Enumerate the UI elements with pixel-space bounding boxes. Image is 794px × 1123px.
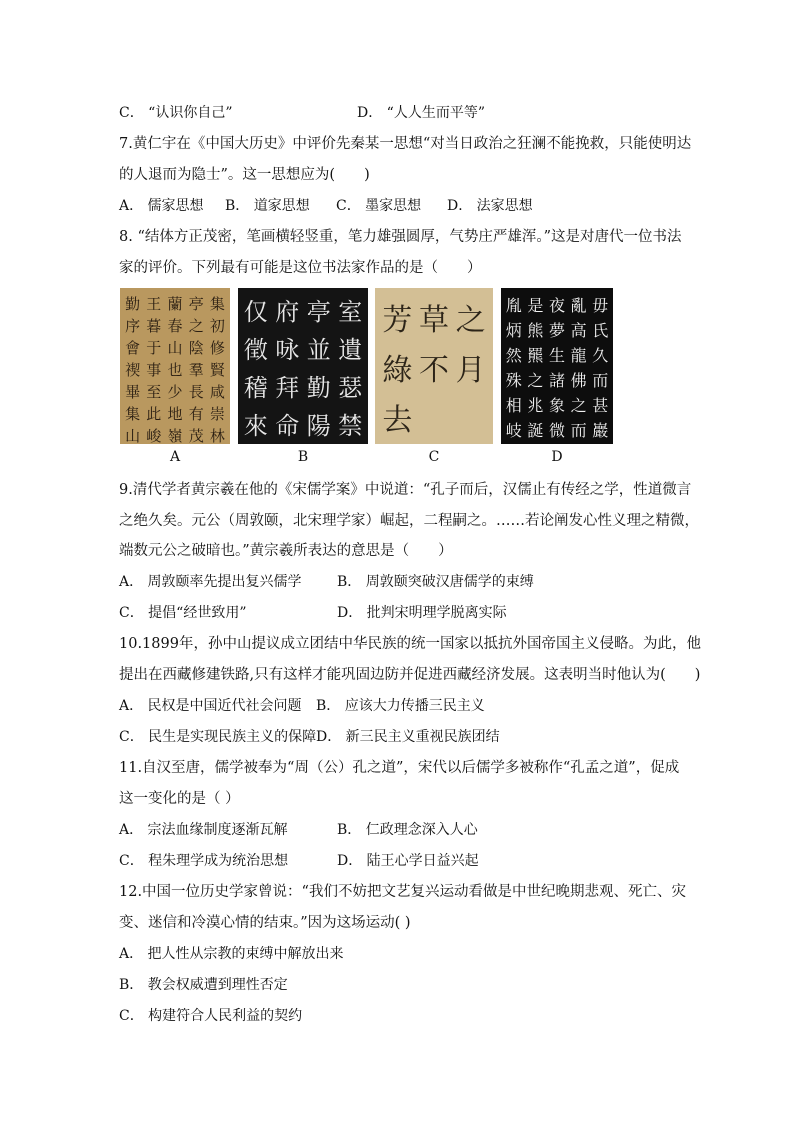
calligraphy-glyph: 亭 [306, 297, 331, 326]
calligraphy-glyph: 會 [125, 338, 141, 357]
calligraphy-glyph: 山 [167, 338, 183, 357]
calligraphy-glyph: 岐 [505, 421, 522, 440]
calligraphy-glyph: 稽 [243, 373, 268, 402]
calligraphy-glyph: 相 [505, 396, 522, 415]
calligraphy-glyph: 咸 [209, 382, 225, 401]
calligraphy-image-c-glyphs [375, 288, 493, 444]
q9-option-a[interactable]: A． 周敦颐率先提出复兴儒学 [119, 574, 302, 590]
calligraphy-glyph [527, 443, 543, 444]
q6-option-d[interactable]: D． “人人生而平等” [357, 105, 485, 121]
calligraphy-glyph [592, 443, 608, 444]
calligraphy-glyph: 之 [570, 396, 587, 415]
q12-option-b[interactable]: B． 教会权威遭到理性否定 [119, 977, 288, 993]
calligraphy-glyph: 久 [592, 346, 609, 365]
calligraphy-glyph: 拜 [275, 373, 300, 402]
calligraphy-glyph: 修 [209, 338, 225, 357]
calligraphy-image-c[interactable] [375, 288, 493, 444]
q9-option-b[interactable]: B． 周敦颐突破汉唐儒学的束缚 [337, 574, 534, 590]
q9-option-c[interactable]: C． 提倡“经世致用” [119, 605, 247, 621]
q6-option-c[interactable]: C． “认识你自己” [119, 105, 233, 121]
calligraphy-image-d-glyphs [501, 288, 613, 444]
calligraphy-glyph: 畢 [125, 382, 141, 401]
calligraphy-glyph: 事 [146, 360, 162, 379]
calligraphy-glyph: 亭 [188, 294, 204, 313]
q7-stem-line2: 的人退而为隐士”。这一思想应为( ) [119, 167, 370, 183]
calligraphy-glyph [506, 443, 522, 444]
caption-c: C [428, 449, 440, 465]
q9-stem-line2: 之绝久矣。元公（周敦颐，北宋理学家）崛起，二程嗣之。……若论阐发心性义理之精微， [119, 513, 699, 529]
calligraphy-glyph: 遺 [338, 335, 363, 364]
caption-d: D [551, 449, 563, 465]
calligraphy-image-a[interactable] [120, 288, 230, 444]
calligraphy-glyph: 徵 [243, 335, 268, 364]
q11-option-d[interactable]: D． 陆王心学日益兴起 [337, 853, 479, 869]
calligraphy-glyph: 羆 [527, 346, 544, 365]
calligraphy-glyph: 少 [167, 382, 183, 401]
calligraphy-glyph: 並 [306, 335, 331, 364]
calligraphy-glyph: 此 [146, 404, 162, 423]
calligraphy-glyph: 芳 [382, 303, 413, 338]
q11-option-b[interactable]: B． 仁政理念深入人心 [337, 822, 478, 838]
calligraphy-glyph: 山 [125, 426, 141, 444]
calligraphy-glyph: 春 [167, 316, 183, 335]
calligraphy-glyph: 茂 [188, 426, 204, 444]
calligraphy-glyph: 林 [209, 426, 225, 444]
q7-stem-line1: 7.黄仁宇在《中国大历史》中评价先秦某一思想“对当日政治之狂澜不能挽救，只能使明达 [119, 136, 692, 152]
calligraphy-glyph: 崇 [209, 404, 225, 423]
calligraphy-glyph: 巖 [592, 421, 609, 440]
calligraphy-image-b[interactable] [238, 288, 368, 444]
q9-stem-line1: 9.清代学者黄宗羲在他的《宋儒学案》中说道：“孔子而后，汉儒止有传经之学，性道微言 [119, 482, 692, 498]
calligraphy-glyph: 然 [505, 346, 522, 365]
calligraphy-glyph: 去 [382, 403, 413, 438]
q10-option-d[interactable]: D． 新三民主义重视民族团结 [316, 729, 500, 745]
calligraphy-glyph: 有 [188, 404, 204, 423]
calligraphy-glyph: 殊 [505, 371, 522, 390]
q11-option-a[interactable]: A． 宗法血缘制度逐渐瓦解 [119, 822, 288, 838]
calligraphy-glyph: 之 [527, 371, 544, 390]
calligraphy-glyph: 氏 [592, 321, 609, 340]
q12-option-c[interactable]: C． 构建符合人民利益的契约 [119, 1008, 303, 1024]
calligraphy-glyph: 府 [275, 297, 300, 326]
calligraphy-glyph: 初 [209, 316, 225, 335]
calligraphy-glyph: 佛 [570, 371, 587, 390]
q7-option-a[interactable]: A． 儒家思想 [119, 198, 204, 214]
q7-option-c[interactable]: C． 墨家思想 [336, 198, 422, 214]
q10-option-b[interactable]: B． 应该大力传播三民主义 [316, 698, 485, 714]
calligraphy-glyph: 羣 [188, 360, 204, 379]
calligraphy-glyph: 之 [188, 316, 204, 335]
calligraphy-glyph: 嶺 [167, 426, 183, 444]
calligraphy-glyph: 至 [146, 382, 162, 401]
calligraphy-glyph: 禊 [125, 360, 141, 379]
calligraphy-glyph: 勤 [306, 373, 331, 402]
calligraphy-image-b-glyphs [238, 288, 368, 444]
calligraphy-glyph: 誕 [527, 421, 544, 440]
q11-stem-line1: 11.自汉至唐，儒学被奉为“周（公）孔之道”，宋代以后儒学多被称作“孔孟之道”，促成 [119, 760, 680, 776]
calligraphy-glyph: 勤 [125, 294, 141, 313]
calligraphy-glyph: 高 [570, 321, 587, 340]
calligraphy-glyph: 不 [418, 353, 449, 388]
calligraphy-glyph: 而 [592, 371, 609, 390]
calligraphy-glyph: 甚 [592, 396, 609, 415]
calligraphy-image-d[interactable] [501, 288, 613, 444]
calligraphy-glyph: 陰 [188, 338, 204, 357]
calligraphy-glyph: 龍 [570, 346, 587, 365]
calligraphy-glyph [549, 443, 565, 444]
q8-stem-line2: 家的评价。下列最有可能是这位书法家作品的是（ ） [119, 260, 482, 276]
calligraphy-glyph: 序 [125, 316, 141, 335]
q9-stem-line3: 端数元公之破暗也。”黄宗羲所表达的意思是（ ） [119, 543, 453, 559]
calligraphy-glyph: 月 [455, 353, 486, 388]
q11-option-c[interactable]: C． 程朱理学成为统治思想 [119, 853, 289, 869]
calligraphy-glyph: 綠 [382, 353, 413, 388]
calligraphy-glyph: 禁 [338, 411, 363, 440]
calligraphy-glyph: 熊 [527, 321, 544, 340]
calligraphy-glyph: 諸 [548, 371, 565, 390]
calligraphy-glyph [571, 443, 587, 444]
q12-stem-line1: 12.中国一位历史学家曾说：“我们不妨把文艺复兴运动看做是中世纪晚期悲观、死亡、灾 [119, 884, 686, 900]
q9-option-d[interactable]: D． 批判宋明理学脱离实际 [337, 605, 507, 621]
q12-stem-line2: 变、迷信和冷漠心情的结束。”因为这场运动( ) [119, 915, 411, 931]
calligraphy-glyph: 命 [275, 411, 300, 440]
calligraphy-image-a-glyphs [120, 288, 230, 444]
q7-option-d[interactable]: D． 法家思想 [447, 198, 533, 214]
calligraphy-glyph: 兆 [527, 396, 544, 415]
calligraphy-glyph: 之 [455, 303, 486, 338]
calligraphy-glyph: 蘭 [167, 294, 183, 313]
q10-option-a[interactable]: A． 民权是中国近代社会问题 [119, 698, 302, 714]
calligraphy-glyph: 胤 [505, 296, 522, 315]
q12-option-a[interactable]: A． 把人性从宗教的束缚中解放出来 [119, 946, 344, 962]
calligraphy-glyph: 陽 [306, 411, 331, 440]
calligraphy-glyph: 暮 [146, 316, 162, 335]
calligraphy-glyph: 集 [125, 404, 141, 423]
calligraphy-glyph: 于 [146, 338, 162, 357]
calligraphy-glyph: 草 [418, 303, 449, 338]
caption-b: B [297, 449, 309, 465]
calligraphy-glyph: 而 [570, 421, 587, 440]
calligraphy-glyph: 長 [188, 382, 204, 401]
caption-a: A [169, 449, 181, 465]
calligraphy-glyph: 是 [527, 296, 544, 315]
calligraphy-glyph: 亂 [570, 296, 587, 315]
calligraphy-glyph: 來 [243, 411, 268, 440]
calligraphy-glyph: 象 [548, 396, 565, 415]
q10-stem-line2: 提出在西藏修建铁路,只有这样才能巩固边防并促进西藏经济发展。这表明当时他认为( ) [119, 667, 701, 683]
calligraphy-glyph: 地 [167, 404, 183, 423]
calligraphy-glyph: 夢 [548, 321, 565, 340]
calligraphy-glyph: 賢 [209, 360, 225, 379]
q10-stem-line1: 10.1899年，孙中山提议成立团结中华民族的统一国家以抵抗外国帝国主义侵略。为此，他 [119, 636, 701, 652]
calligraphy-glyph: 炳 [505, 321, 522, 340]
calligraphy-glyph: 集 [209, 294, 225, 313]
calligraphy-glyph: 微 [548, 421, 565, 440]
calligraphy-glyph: 仅 [243, 297, 268, 326]
calligraphy-glyph: 生 [548, 346, 565, 365]
calligraphy-glyph: 也 [167, 360, 183, 379]
q7-option-b[interactable]: B． 道家思想 [225, 198, 310, 214]
calligraphy-glyph: 室 [338, 297, 363, 326]
calligraphy-glyph: 王 [146, 294, 162, 313]
q11-stem-line2: 这一变化的是（ ） [119, 791, 240, 807]
calligraphy-glyph: 毋 [592, 296, 609, 315]
calligraphy-glyph: 瑟 [338, 373, 363, 402]
q10-option-c[interactable]: C． 民生是实现民族主义的保障 [119, 729, 317, 745]
q8-stem-line1: 8. “结体方正茂密，笔画横轻竖重，笔力雄强圆厚，气势庄严雄浑。”这是对唐代一位书法 [119, 229, 682, 245]
calligraphy-glyph: 咏 [275, 335, 300, 364]
calligraphy-glyph: 峻 [146, 426, 162, 444]
calligraphy-glyph: 夜 [548, 296, 565, 315]
